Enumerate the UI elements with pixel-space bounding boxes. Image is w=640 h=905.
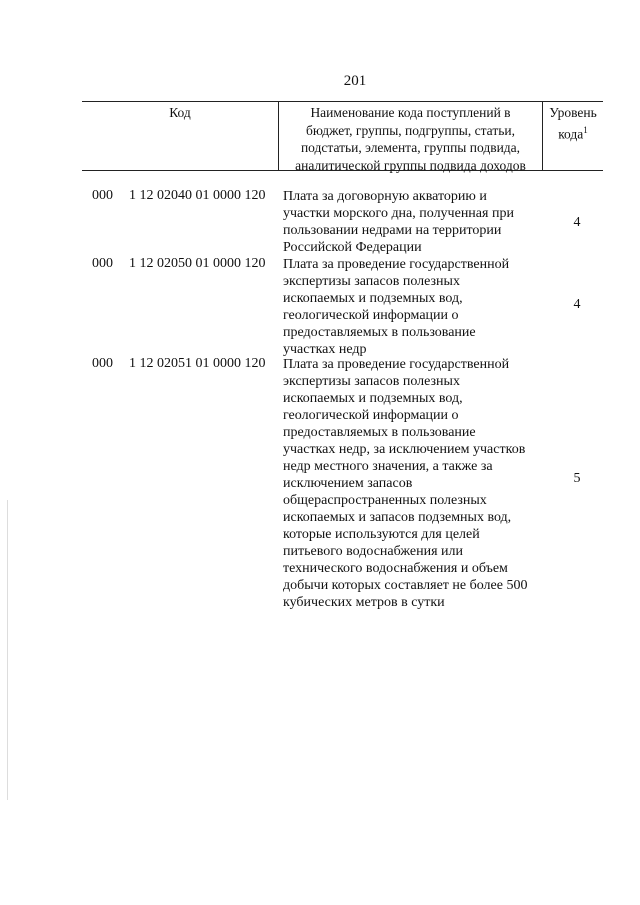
revenue-name-line: участках недр, за исключением участков (283, 442, 526, 457)
scan-margin-line (7, 500, 8, 800)
header-name (279, 104, 542, 174)
revenue-name-line: общераспространенных полезных (283, 493, 487, 508)
revenue-name-line: геологической информации о (283, 408, 459, 423)
revenue-name-line: Российской Федерации (283, 240, 422, 255)
code-level: 4 (573, 297, 581, 312)
page-number: 201 (343, 73, 367, 89)
revenue-name-line: исключением запасов (283, 476, 413, 491)
revenue-name-line: питьевого водоснабжения или (283, 544, 463, 559)
table-header (82, 101, 603, 171)
revenue-name-line: Плата за проведение государственной (283, 257, 510, 272)
revenue-name-line: предоставляемых в пользование (283, 425, 476, 440)
revenue-name-line: недр местного значения, а также за (283, 459, 493, 474)
admin-code: 000 (92, 188, 113, 203)
header-code (82, 104, 278, 122)
revenue-name-line: ископаемых и подземных вод, (283, 391, 463, 406)
admin-code: 000 (92, 256, 113, 271)
header-name-line: подстатьи, элемента, группы подвида, (300, 140, 521, 155)
header-name-line: бюджет, группы, подгруппы, статьи, (306, 122, 515, 138)
admin-code: 000 (92, 356, 113, 371)
revenue-code: 1 12 02040 01 0000 120 (129, 188, 266, 203)
revenue-name-line: геологической информации о (283, 308, 459, 323)
revenue-name-line: предоставляемых в пользование (283, 325, 476, 340)
revenue-code: 1 12 02050 01 0000 120 (129, 256, 266, 271)
revenue-name-line: технического водоснабжения и объем (283, 561, 508, 576)
revenue-name-line: добычи которых составляет не более 500 (283, 578, 528, 593)
code-level: 5 (573, 471, 581, 486)
revenue-name-line: Плата за договорную акваторию и (283, 189, 487, 204)
footnote-marker: 1 (583, 124, 588, 135)
header-top-border (82, 101, 603, 102)
code-level: 4 (573, 215, 581, 230)
revenue-name-line: экспертизы запасов полезных (283, 374, 460, 389)
revenue-name-line: кубических метров в сутки (283, 595, 445, 610)
revenue-name (283, 256, 536, 358)
revenue-name-line: ископаемых и запасов подземных вод, (283, 510, 512, 525)
revenue-name-line: экспертизы запасов полезных (283, 274, 460, 289)
revenue-name-line: пользовании недрами на территории (283, 223, 502, 238)
revenue-name-line: Плата за проведение государственной (283, 357, 510, 372)
header-level (543, 104, 603, 143)
header-name-line: аналитической группы подвида доходов (295, 157, 526, 173)
revenue-name-line: участки морского дна, полученная при (283, 206, 514, 221)
revenue-code: 1 12 02051 01 0000 120 (129, 356, 266, 371)
revenue-name-line: ископаемых и подземных вод, (283, 291, 463, 306)
header-level-line2 (543, 122, 603, 143)
header-level-label: кода (558, 126, 584, 141)
revenue-name-line: которые используются для целей (283, 527, 480, 542)
header-level-line1: Уровень (549, 105, 597, 120)
revenue-name-line: участках недр (283, 342, 367, 357)
header-code-label: Код (169, 105, 191, 120)
revenue-name (283, 356, 536, 611)
header-name-line: Наименование кода поступлений в (310, 105, 511, 120)
revenue-name (283, 188, 536, 256)
